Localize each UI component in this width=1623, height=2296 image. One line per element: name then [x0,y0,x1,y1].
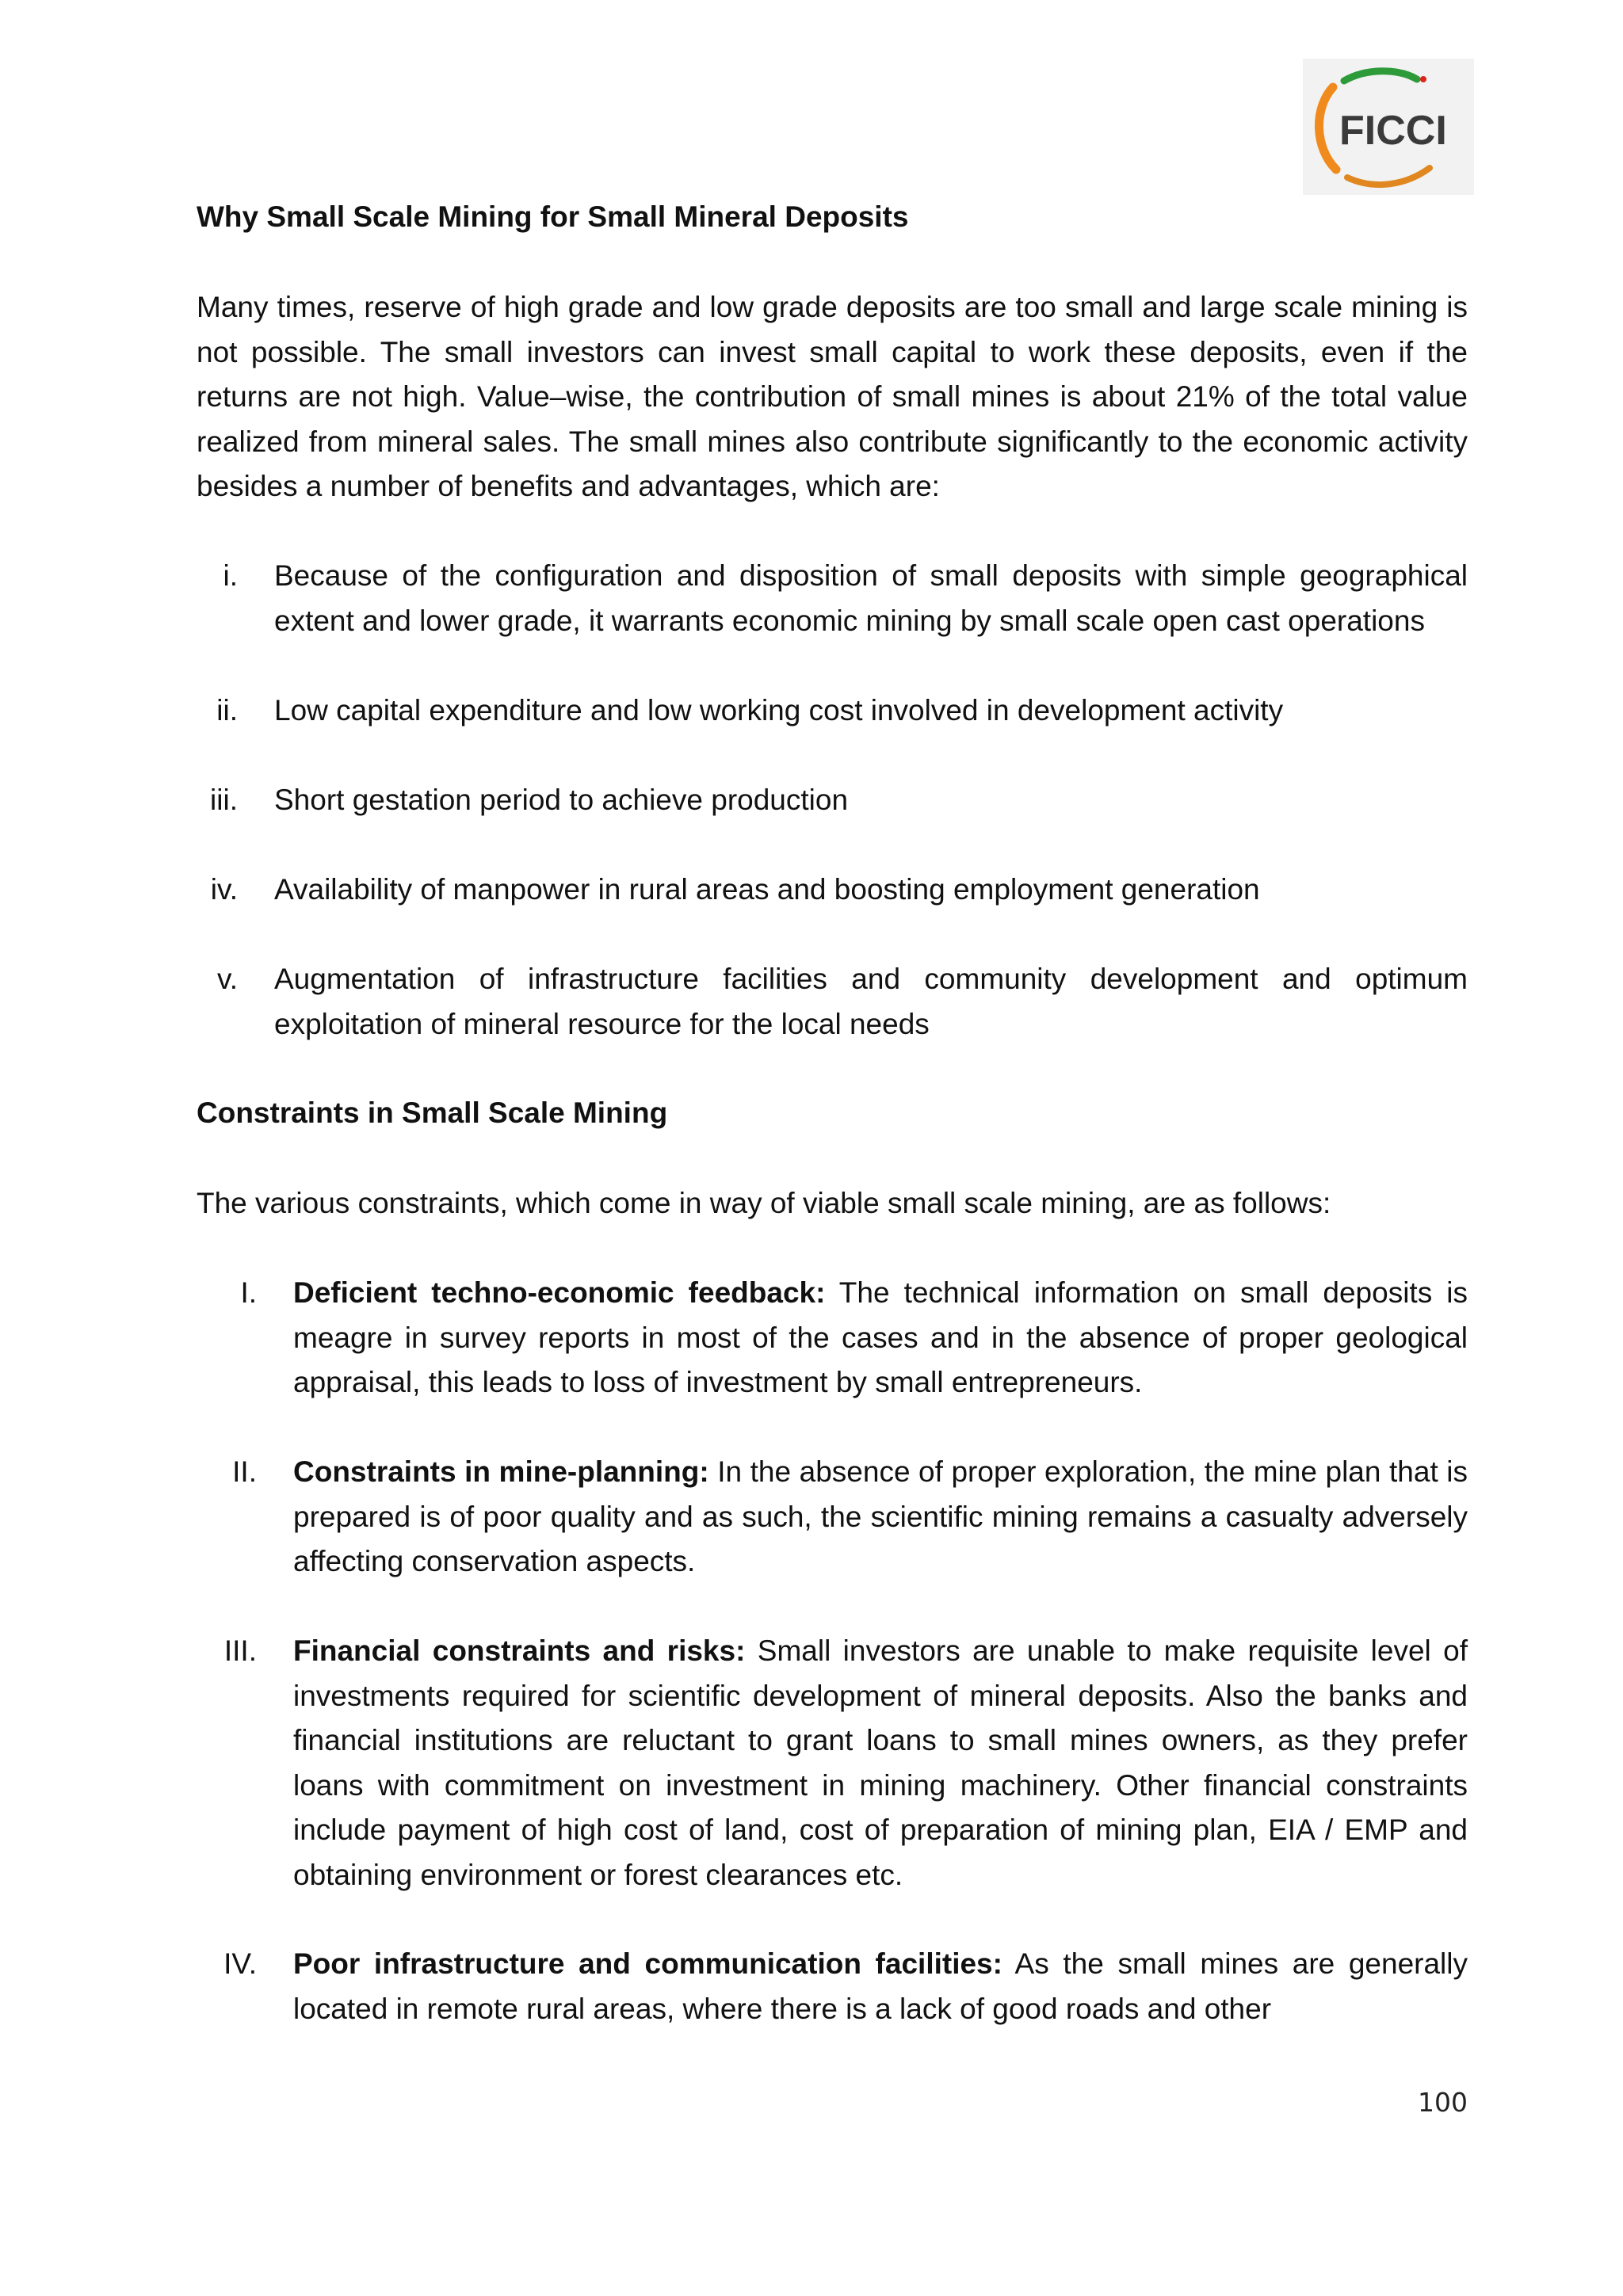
logo-green-arc [1344,71,1417,81]
list-text [293,1271,1468,1405]
list-number: ii. [216,694,238,727]
ficci-logo [1303,59,1474,195]
list-item-description: The technical information on small deposits is meagre in survey reports in most of the cases and in the absence of proper geological appraisal, this leads to loss of investment by small entrepreneurs. [293,1276,1468,1398]
logo-orange-arc [1319,87,1336,170]
list-item-title: Poor infrastructure and communication facilities: [293,1947,1002,1980]
section-heading-constraints: Constraints in Small Scale Mining [197,1097,668,1129]
ficci-logo-mark [1303,59,1474,195]
logo-red-swoosh [1347,168,1430,185]
intro-text: Many times, reserve of high grade and low grade deposits are too small and large scale mining is not possible. The small investors can invest small capital to work these deposits, even if the returns are not high. Value–wise, the contribution of small mines is about 21% of the total value realized from mineral sales. The small mines also contribute significantly to the economic activity besides a number of benefits and advantages, which are: [197,291,1468,502]
constraints-intro-text: The various constraints, which come in way of viable small scale mining, are as follows: [197,1187,1331,1219]
list-text: Short gestation period to achieve production [274,784,849,816]
list-number: v. [216,963,238,995]
list-item-description: In the absence of proper exploration, the mine plan that is prepared is of poor quality and as such, the scientific mining remains a casualty adversely affecting conservation aspects. [293,1455,1468,1577]
list-number: II. [232,1455,257,1488]
list-number: iv. [210,873,238,906]
list-item-title: Constraints in mine-planning: [293,1455,709,1488]
list-text: Augmentation of infrastructure facilities and community development and optimum exploitation of mineral resource for the local needs [274,963,1468,1040]
list-item-description: As the small mines are generally located in remote rural areas, where there is a lack of good roads and other [293,1947,1468,2025]
list-number: i. [223,559,238,592]
list-text [293,1942,1468,2031]
list-item-title: Financial constraints and risks: [293,1634,746,1667]
list-text: Availability of manpower in rural areas and boosting employment generation [274,873,1260,906]
section-heading-why-small-scale: Why Small Scale Mining for Small Mineral Deposits [197,200,909,233]
list-text: Low capital expenditure and low working cost involved in development activity [274,694,1284,727]
list-item-title: Deficient techno-economic feedback: [293,1276,826,1309]
constraints-intro-paragraph [197,1181,1468,1226]
intro-paragraph [197,285,1468,509]
list-text [293,1450,1468,1585]
logo-text: FICCI [1339,108,1447,154]
list-number: III. [223,1634,257,1667]
list-number: IV. [223,1947,257,1980]
list-number: I. [240,1276,257,1309]
list-text: Because of the configuration and disposition of small deposits with simple geographical extent and lower grade, it warrants economic mining by small scale open cast operations [274,559,1468,637]
list-number: iii. [210,784,238,816]
list-text [293,1629,1468,1897]
page-number: 100 [1418,2087,1468,2118]
list-item-description: Small investors are unable to make requisite level of investments required for scientific development of mineral deposits. Also the banks and financial institutions are reluctant to grant loans to small mines owners, as they prefer loans with commitment on investment in mining machinery. Other financial constraints include payment of high cost of land, cost of preparation of mining plan, EIA / EMP and obtaining environment or forest clearances etc. [293,1634,1468,1891]
